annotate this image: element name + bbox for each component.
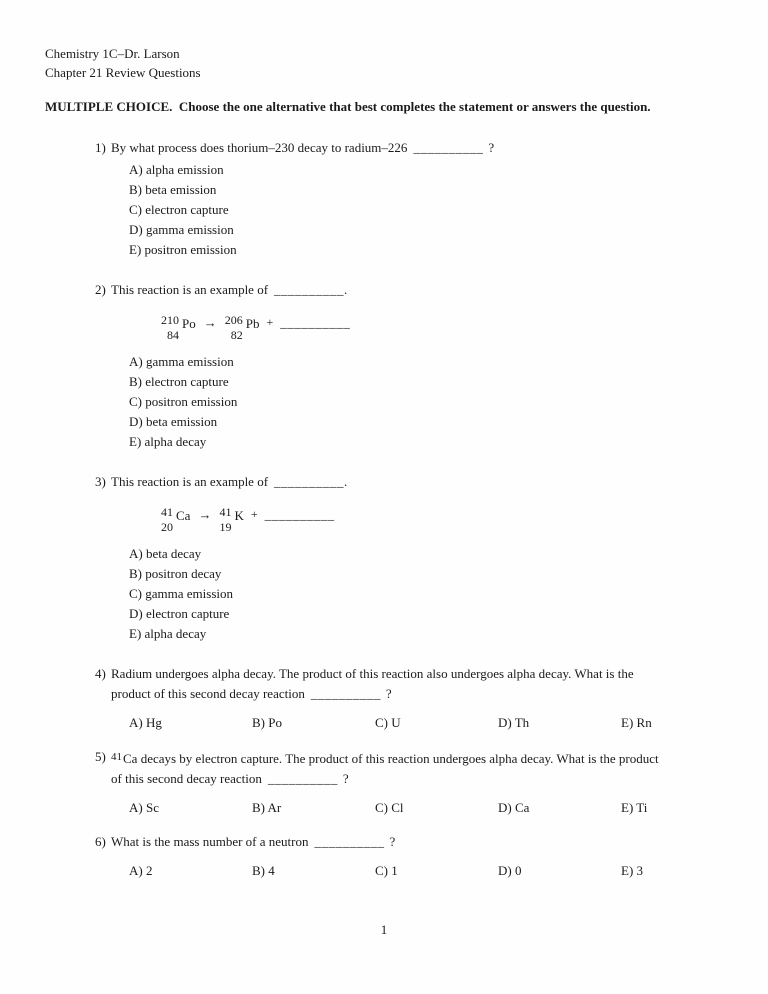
question-text-line2	[111, 684, 723, 704]
reaction-arrow-icon: →	[198, 507, 212, 522]
question-text-line1: Radium undergoes alpha decay. The product of this reaction also undergoes alpha decay. What is the	[111, 666, 634, 681]
reactant-numbers	[161, 505, 173, 535]
question-text: of this second decay reaction	[111, 771, 262, 786]
option-c: C) Cl	[375, 800, 404, 815]
option-a: A) 2	[129, 863, 153, 878]
mass-number: 41	[161, 505, 173, 519]
option-d: D) 0	[498, 863, 522, 878]
option-e: E) positron emission	[129, 242, 237, 257]
question-number: 6)	[95, 834, 106, 849]
option-e: E) alpha decay	[129, 434, 207, 449]
option-d: D) Th	[498, 715, 530, 730]
option-e: E) 3	[621, 863, 644, 878]
product-numbers	[225, 313, 243, 343]
option-a: A) alpha emission	[129, 162, 224, 177]
option-b: B) 4	[252, 863, 275, 878]
option-b: B) electron capture	[129, 374, 229, 389]
mass-number: 41	[219, 505, 232, 519]
nuclear-equation	[161, 505, 723, 535]
option-e: E) Ti	[621, 800, 648, 815]
options-row	[129, 713, 723, 733]
isotope-mass-superscript: 41	[111, 751, 122, 763]
document-header	[45, 44, 723, 82]
question-suffix: ?	[342, 771, 349, 786]
question-text-line2	[111, 769, 723, 789]
atomic-number: 84	[167, 328, 179, 342]
question-2-head	[95, 280, 723, 300]
option-b: B) beta emission	[129, 182, 217, 197]
option-b: B) Po	[252, 715, 282, 730]
question-text-wrap	[111, 664, 723, 704]
question-1	[95, 138, 723, 260]
options-list	[129, 352, 723, 452]
question-text: This reaction is an example of	[111, 474, 269, 489]
option-d: D) beta emission	[129, 414, 218, 429]
question-text: By what process does thorium–230 decay to radium–226	[111, 140, 408, 155]
option-c: C) positron emission	[129, 394, 238, 409]
option-d: D) Ca	[498, 800, 530, 815]
answer-blank: __________	[274, 474, 345, 489]
option-d: D) gamma emission	[129, 222, 234, 237]
page-number: 1	[380, 922, 388, 937]
option-a: A) Sc	[129, 800, 159, 815]
question-2	[95, 280, 723, 452]
answer-blank: __________	[274, 282, 345, 297]
chapter-subtitle: Chapter 21 Review Questions	[45, 65, 201, 80]
question-text-wrap	[111, 472, 723, 492]
question-1-head	[95, 138, 723, 158]
option-a: A) gamma emission	[129, 354, 234, 369]
mass-number: 206	[224, 313, 243, 327]
question-suffix: ?	[389, 834, 396, 849]
answer-blank: __________	[413, 140, 484, 155]
question-suffix: .	[344, 282, 348, 297]
question-3	[95, 472, 723, 644]
question-number: 4)	[95, 666, 106, 681]
question-number: 3)	[95, 474, 106, 489]
nuclear-equation	[161, 313, 723, 343]
option-e: E) Rn	[621, 715, 652, 730]
question-text-wrap	[111, 747, 723, 789]
question-text: This reaction is an example of	[111, 282, 269, 297]
question-5-head	[95, 747, 723, 789]
option-c: C) 1	[375, 863, 398, 878]
question-text-line1	[111, 747, 723, 769]
question-suffix: ?	[385, 686, 392, 701]
question-6	[95, 832, 723, 881]
atomic-number: 20	[161, 520, 173, 534]
reactant-symbol: Po	[182, 316, 196, 331]
option-c: C) U	[375, 715, 401, 730]
reaction-arrow-icon: →	[203, 315, 217, 330]
option-c: C) gamma emission	[129, 586, 233, 601]
option-b: B) positron decay	[129, 566, 222, 581]
reactant-symbol: Ca	[176, 508, 191, 523]
reactant-numbers	[161, 313, 179, 343]
question-text-wrap	[111, 138, 723, 158]
question-3-head	[95, 472, 723, 492]
question-number: 2)	[95, 282, 106, 297]
options-list	[129, 160, 723, 260]
option-d: D) electron capture	[129, 606, 230, 621]
question-text: Ca decays by electron capture. The product of this reaction undergoes alpha decay. What is the product	[123, 751, 659, 766]
question-4-head	[95, 664, 723, 704]
course-title: Chemistry 1C–Dr. Larson	[45, 46, 180, 61]
option-b: B) Ar	[252, 800, 282, 815]
question-5	[95, 747, 723, 818]
question-4	[95, 664, 723, 733]
answer-blank: __________	[314, 834, 385, 849]
options-list	[129, 544, 723, 644]
product-numbers	[219, 505, 231, 535]
question-6-head	[95, 832, 723, 852]
option-e: E) alpha decay	[129, 626, 207, 641]
question-text: What is the mass number of a neutron	[111, 834, 309, 849]
question-suffix: .	[344, 474, 348, 489]
question-text-wrap	[111, 832, 723, 852]
question-suffix: ?	[488, 140, 495, 155]
atomic-number: 82	[230, 328, 243, 342]
options-row	[129, 861, 723, 881]
product-symbol: K	[234, 508, 244, 523]
answer-blank: __________	[267, 771, 338, 786]
equation-blank: __________	[264, 507, 335, 522]
question-text-wrap	[111, 280, 723, 300]
equation-blank: __________	[280, 315, 351, 330]
question-text: product of this second decay reaction	[111, 686, 305, 701]
question-number: 1)	[95, 140, 106, 155]
option-a: A) beta decay	[129, 546, 202, 561]
options-row	[129, 798, 723, 818]
mass-number: 210	[161, 313, 179, 327]
atomic-number: 19	[219, 520, 232, 534]
option-c: C) electron capture	[129, 202, 229, 217]
plus-sign: +	[250, 507, 258, 521]
product-symbol: Pb	[245, 316, 260, 331]
instructions-text: MULTIPLE CHOICE. Choose the one alternative that best completes the statement or answers the question.	[45, 99, 651, 114]
plus-sign: +	[266, 315, 274, 329]
question-number: 5)	[95, 749, 106, 764]
answer-blank: __________	[310, 686, 381, 701]
option-a: A) Hg	[129, 715, 162, 730]
